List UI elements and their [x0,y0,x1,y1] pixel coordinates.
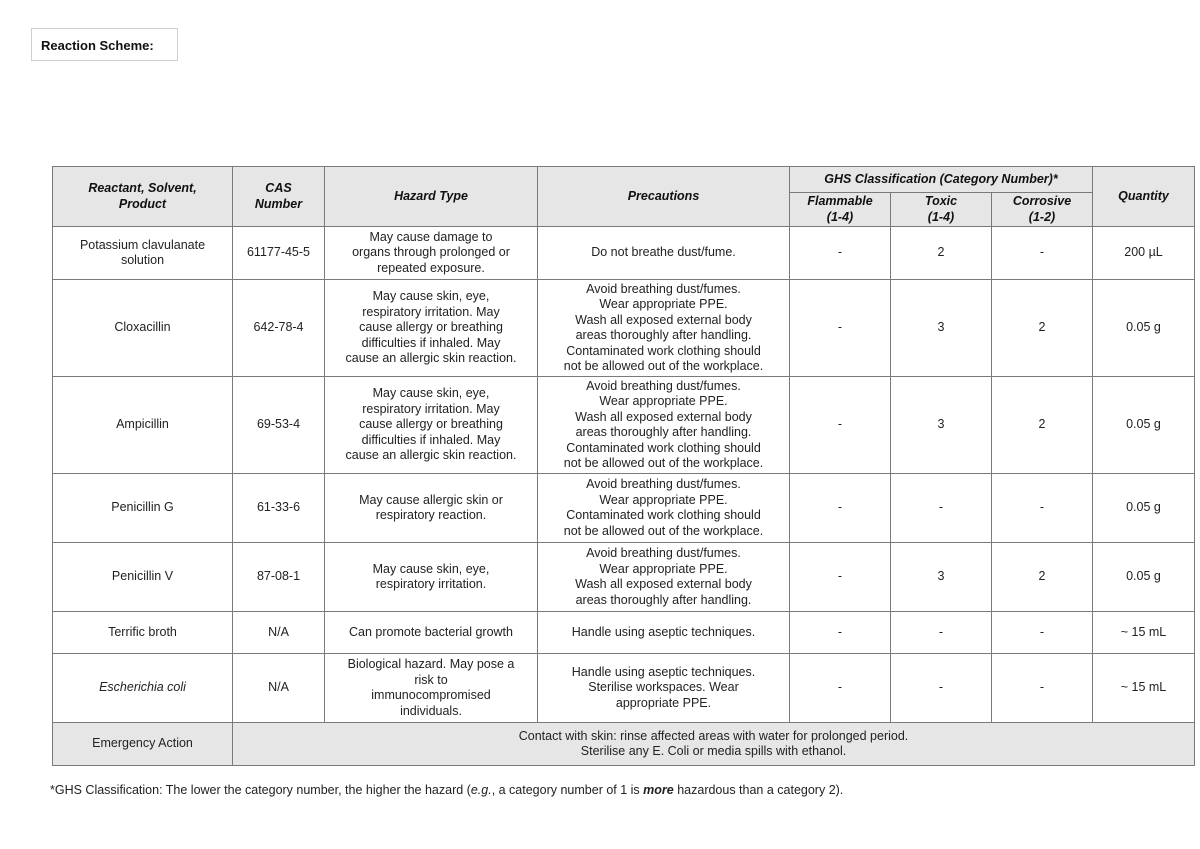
emergency-text: Contact with skin: rinse affected areas with water for prolonged period. Sterilise any E. Coli or media spills with ethanol. [233,723,1195,766]
cell-quantity: ~ 15 mL [1093,612,1195,654]
cell-hazard: May cause skin, eye, respiratory irritation. [325,543,538,612]
cell-quantity: 0.05 g [1093,377,1195,474]
cell-cas: 87-08-1 [233,543,325,612]
cell-corrosive: - [992,654,1093,723]
cell-toxic: 3 [891,280,992,377]
table-row [53,612,1195,654]
cell-name: Escherichia coli [53,654,233,723]
cell-toxic: - [891,612,992,654]
header-cas: CAS Number [233,167,325,227]
cell-cas: 642-78-4 [233,280,325,377]
cell-flammable: - [790,654,891,723]
cell-name: Potassium clavulanate solution [53,227,233,280]
cell-precautions: Handle using aseptic techniques. Sterilise workspaces. Wear appropriate PPE. [538,654,790,723]
cell-cas: 61-33-6 [233,474,325,543]
table-row [53,227,1195,280]
cell-toxic: 3 [891,377,992,474]
cell-quantity: 0.05 g [1093,543,1195,612]
cell-flammable: - [790,612,891,654]
footnote-eg: e.g. [470,783,492,797]
header-corrosive: Corrosive (1-2) [992,193,1093,227]
footnote-middle: , a category number of 1 is [491,783,644,797]
cell-hazard: May cause damage to organs through prolonged or repeated exposure. [325,227,538,280]
emergency-row [53,723,1195,766]
cell-corrosive: 2 [992,280,1093,377]
cell-toxic: - [891,654,992,723]
table-row [53,280,1195,377]
cell-cas: N/A [233,612,325,654]
cell-toxic: 2 [891,227,992,280]
cell-precautions: Do not breathe dust/fume. [538,227,790,280]
cell-quantity: 0.05 g [1093,280,1195,377]
cell-quantity: ~ 15 mL [1093,654,1195,723]
cell-precautions: Avoid breathing dust/fumes. Wear appropriate PPE. Wash all exposed external body areas thoroughly after handling. [538,543,790,612]
cell-name: Penicillin G [53,474,233,543]
cell-toxic: - [891,474,992,543]
footnote-after: hazardous than a category 2). [673,783,844,797]
cell-hazard: Can promote bacterial growth [325,612,538,654]
cell-name: Terrific broth [53,612,233,654]
header-precautions: Precautions [538,167,790,227]
cell-corrosive: 2 [992,377,1093,474]
cell-cas: 69-53-4 [233,377,325,474]
cell-flammable: - [790,543,891,612]
footnote-emphasis: more [643,783,674,797]
header-flammable: Flammable (1-4) [790,193,891,227]
cell-flammable: - [790,227,891,280]
table-row [53,543,1195,612]
cell-hazard: May cause skin, eye, respiratory irritation. May cause allergy or breathing difficulties if inhaled. May cause an allergic skin reaction. [325,280,538,377]
ghs-footnote [50,783,843,797]
cell-hazard: May cause skin, eye, respiratory irritation. May cause allergy or breathing difficulties if inhaled. May cause an allergic skin reaction. [325,377,538,474]
table-row [53,654,1195,723]
cell-corrosive: - [992,474,1093,543]
risk-assessment-table [52,166,1195,766]
cell-flammable: - [790,377,891,474]
table-row [53,377,1195,474]
cell-corrosive: - [992,612,1093,654]
header-quantity: Quantity [1093,167,1195,227]
cell-corrosive: - [992,227,1093,280]
footnote-before: *GHS Classification: The lower the category number, the higher the hazard ( [50,783,471,797]
cell-precautions: Avoid breathing dust/fumes. Wear appropriate PPE. Contaminated work clothing should not be allowed out of the workplace. [538,474,790,543]
cell-quantity: 0.05 g [1093,474,1195,543]
header-reactant: Reactant, Solvent, Product [53,167,233,227]
cell-precautions: Handle using aseptic techniques. [538,612,790,654]
cell-name: Penicillin V [53,543,233,612]
cell-quantity: 200 µL [1093,227,1195,280]
cell-hazard: Biological hazard. May pose a risk to immunocompromised individuals. [325,654,538,723]
cell-cas: 61177-45-5 [233,227,325,280]
cell-flammable: - [790,280,891,377]
cell-corrosive: 2 [992,543,1093,612]
header-ghs: GHS Classification (Category Number)* [790,167,1093,193]
header-toxic: Toxic (1-4) [891,193,992,227]
table-row [53,474,1195,543]
cell-flammable: - [790,474,891,543]
cell-precautions: Avoid breathing dust/fumes. Wear appropriate PPE. Wash all exposed external body areas thoroughly after handling. Contaminated work clothing should not be allowed out of the workplace. [538,280,790,377]
cell-name: Cloxacillin [53,280,233,377]
reaction-scheme-label: Reaction Scheme: [31,28,178,61]
cell-name: Ampicillin [53,377,233,474]
header-hazard: Hazard Type [325,167,538,227]
cell-cas: N/A [233,654,325,723]
cell-precautions: Avoid breathing dust/fumes. Wear appropriate PPE. Wash all exposed external body areas thoroughly after handling. Contaminated work clothing should not be allowed out of the workplace. [538,377,790,474]
cell-toxic: 3 [891,543,992,612]
emergency-label: Emergency Action [53,723,233,766]
cell-hazard: May cause allergic skin or respiratory reaction. [325,474,538,543]
